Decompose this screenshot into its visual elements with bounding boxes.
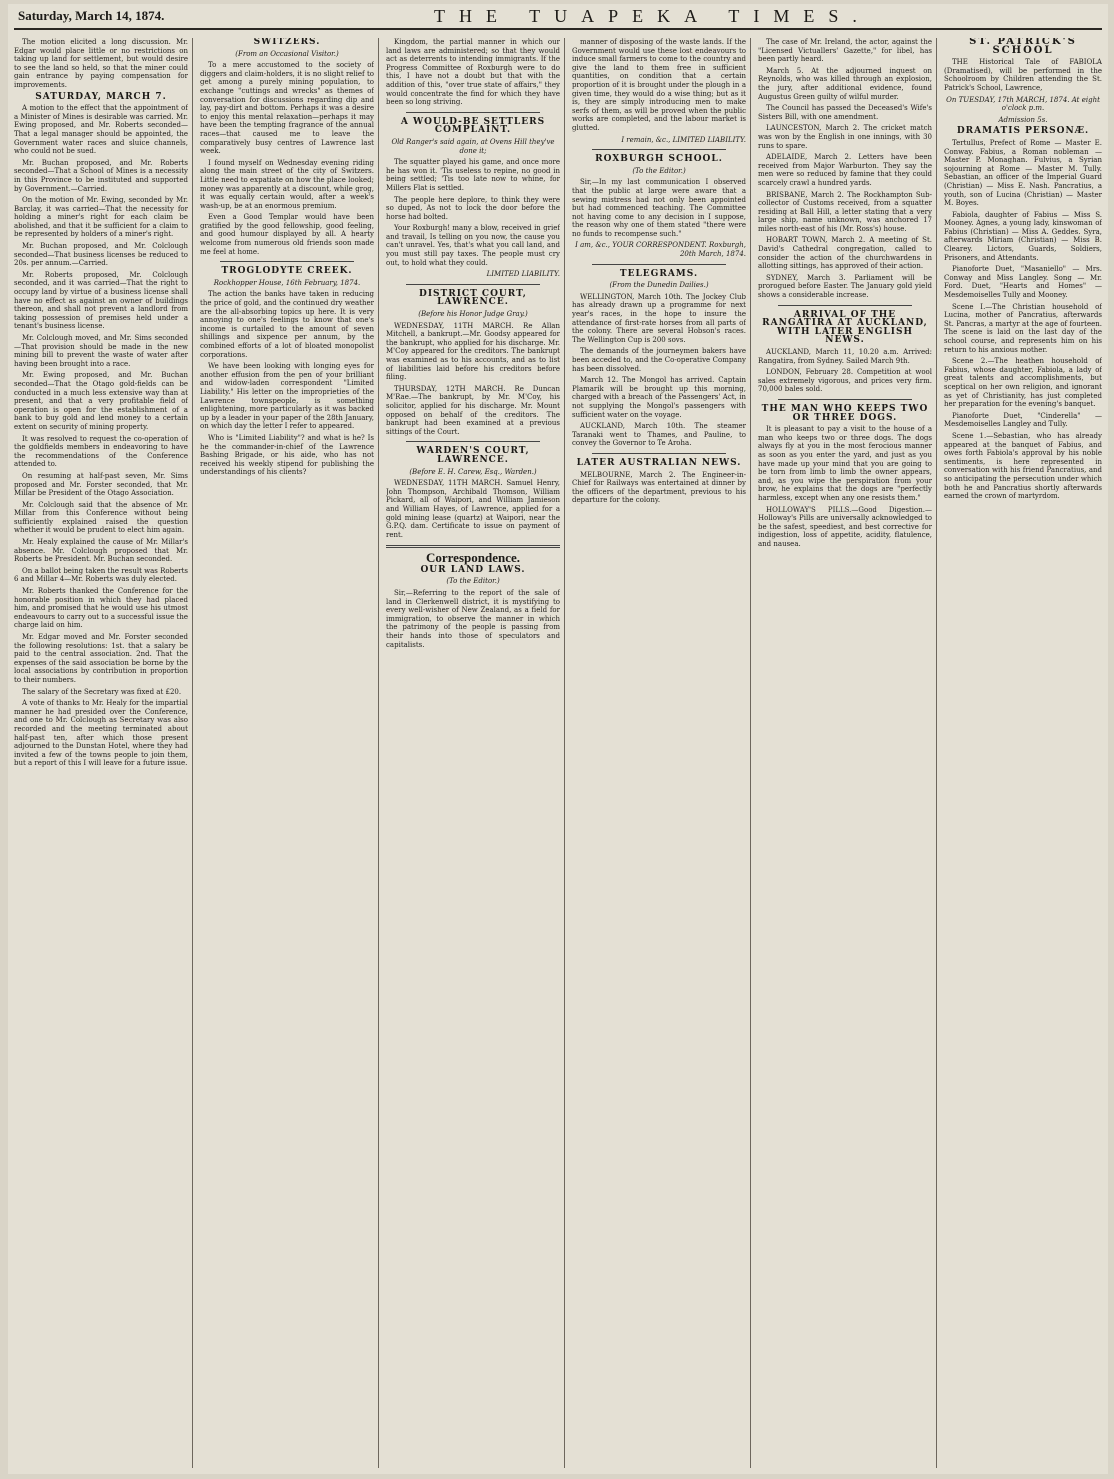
- article-paragraph: On the motion of Mr. Ewing, seconded by Mr. Barclay, it was carried—That the necessity for holding a miner's right for each claim be abolished, and that it be sufficient for a claim to be represented by holders of a miner's right.: [14, 196, 188, 239]
- article-paragraph: Mr. Colclough moved, and Mr. Sims seconded—That provision should be made in the new mining bill to prevent the waste of water after having been brought into a race.: [14, 334, 188, 368]
- cast-list: Tertullus, Prefect of Rome — Master E. Conway. Fabius, a Roman nobleman — Master P. Monaghan. Fulvius, a Syrian sojourning at Rome — Master M. Tully. Sebastian, an officer of the Imperial Guard (Christian) — Miss E. Nash. Pancratius, a youth, son of Lucina (Christian) — Master M. Boyes.: [944, 138, 1102, 208]
- divider: [778, 399, 912, 400]
- article-paragraph: Even a Good Templar would have been gratified by the good fellowship, good feeling, and good humour displayed by all. A hearty welcome from numerous old friends soon made me feel at home.: [200, 213, 374, 256]
- section-heading: LATER AUSTRALIAN NEWS.: [576, 457, 742, 468]
- section-heading: ARRIVAL OF THE RANGATIRA AT AUCKLAND, WITH LATER ENGLISH NEWS.: [762, 309, 928, 346]
- section-subheading: (To the Editor.): [446, 577, 500, 586]
- section-subheading: (Before his Honor Judge Gray.): [418, 310, 528, 319]
- section-heading: TROGLODYTE CREEK.: [221, 266, 353, 277]
- article-paragraph: WELLINGTON, March 10th. The Jockey Club has already drawn up a programme for next year's races, in the hope to insure the attendance of first-rate horses from all parts of the colony. There are several Hobson's races. The Wellington Cup is 200 sovs.: [572, 292, 746, 344]
- advert-admission: Admission 5s.: [998, 115, 1048, 124]
- advert-date: On TUESDAY, 17th MARCH, 1874. At eight o'clock p.m.: [946, 95, 1100, 113]
- section-subheading: (To the Editor.): [632, 166, 686, 175]
- masthead: [14, 6, 1102, 30]
- article-paragraph: BRISBANE, March 2. The Rockhampton Sub-collector of Customs received, from a squatter residing at Ball Hill, a letter stating that a very large ship, name unknown, was anchored 17 miles north-east of his (Mr. Ross's) house.: [758, 190, 932, 233]
- column-2: [200, 38, 374, 1468]
- article-paragraph: The Council has passed the Deceased's Wife's Sisters Bill, with one amendment.: [758, 104, 932, 121]
- advert-paragraph: THE Historical Tale of FABIOLA (Dramatised), will be performed in the Schoolroom by Children attending the St. Patrick's School, Lawrence,: [944, 58, 1102, 92]
- article-paragraph: Mr. Ewing proposed, and Mr. Buchan seconded—That the Otago gold-fields can be conducted in a much less extensive way than at present, and that a very profitable field of operation is open for the establishment of a bank to buy gold and lend money to a certain extent on security of mining property.: [14, 371, 188, 431]
- column-5: [758, 38, 932, 1468]
- article-paragraph: SYDNEY, March 3. Parliament will be prorogued before Easter. The January gold yield shows a considerable increase.: [758, 273, 932, 300]
- article-paragraph: It was resolved to request the co-operation of the goldfields members in endeavoring to have the recommendations of the Conference attended to.: [14, 434, 188, 469]
- article-paragraph: The demands of the journeymen bakers have been acceded to, and the Co-operative Company has been dissolved.: [572, 347, 746, 373]
- article-paragraph: The people here deplore, to think they were so duped, As not to lock the door before the horse had bolted.: [386, 195, 560, 221]
- article-paragraph: WEDNESDAY, 11TH MARCH. Re Allan Mitchell, a bankrupt.—Mr. Goodsy appeared for the bankrupt, who applied for his discharge. Mr. M'Coy appeared for the creditors. The bankrupt was examined as to his accounts, and as to list of liabilities laid before his creditors before filing.: [386, 321, 560, 382]
- column-divider: [192, 38, 193, 1468]
- newspaper-title: THE TUAPEKA TIMES.: [434, 6, 871, 26]
- article-paragraph: A motion to the effect that the appointment of a Minister of Mines is desirable was carried. Mr. Ewing proposed, and Mr. Roberts seconded—That a legal manager should be appointed, the Government water races and sluice channels, who could not be sued.: [14, 104, 188, 156]
- article-paragraph: On resuming at half-past seven, Mr. Sims proposed and Mr. Forster seconded, that Mr. Millar be President of the Otago Association.: [14, 471, 188, 498]
- column-1: [14, 38, 188, 1468]
- article-paragraph: Mr. Colclough said that the absence of Mr. Millar from this Conference without being sufficiently explained raised the question whether it would be prudent to elect him again.: [14, 500, 188, 535]
- article-paragraph: LAUNCESTON, March 2. The cricket match was won by the English in one innings, with 30 runs to spare.: [758, 124, 932, 150]
- column-divider: [936, 38, 937, 1468]
- column-divider: [378, 38, 379, 1468]
- section-heading: DRAMATIS PERSONÆ.: [956, 126, 1090, 137]
- section-heading: WARDEN'S COURT, LAWRENCE.: [416, 446, 530, 465]
- divider: [592, 453, 726, 454]
- article-paragraph: THURSDAY, 12TH MARCH. Re Duncan M'Rae.—The bankrupt, by Mr. M'Coy, his solicitor, applied for his discharge. Mr. Mount opposed on behalf of the creditors. The bankrupt had been examined at a previous sittings of the Court.: [386, 384, 560, 436]
- article-paragraph: Kingdom, the partial manner in which our land laws are administered; so that they would act as deterrents to intending immigrants. If the Progress Committee of Roxburgh were to do this, I have not a doubt but that with the addition of this, "over true state of affairs," they would concentrate the find for which they have been so long striving.: [386, 38, 560, 107]
- column-6: [944, 38, 1102, 1468]
- article-paragraph: March 5. At the adjourned inquest on Reynolds, who was killed through an explosion, the jury, after additional evidence, found Augustus Green guilty of wilful murder.: [758, 66, 932, 101]
- article-paragraph: Sir,—In my last communication I observed that the public at large were aware that a sewing mistress had not only been appointed but had commenced teaching. The Committee not having come to any decision in I suppose, the reason why one of them stated "there were no funds to recompense such.": [572, 178, 746, 238]
- article-paragraph: HOBART TOWN, March 2. A meeting of St. David's Cathedral congregation, called to consider the action of the churchwardens in allotting sittings, has approved of their action.: [758, 236, 932, 271]
- column-divider: [750, 38, 751, 1468]
- article-paragraph: The case of Mr. Ireland, the actor, against the "Licensed Victuallers' Gazette," for libel, has been partly heard.: [758, 38, 932, 64]
- article-paragraph: To a mere accustomed to the society of diggers and claim-holders, it is no slight relief to get among a purely mining population, to exchange "cuttings and wrecks" as themes of conversation for discussions regarding dip and lay, pay-dirt and bottom. Perhaps it was a desire to enjoy this mental relaxation—perhaps it may have been the tempting fragrance of the annual races—that caused me to leave the comparatively busy centres of Lawrence last week.: [200, 61, 374, 156]
- article-paragraph: The squatter played his game, and once more he has won it. 'Tis useless to repine, no good in being settled; 'Tis too late now to whine, for Millers Flat is settled.: [386, 158, 560, 192]
- article-paragraph: Your Roxburgh! many a blow, received in grief and travail, Is telling on you now, the cause you can't unravel. Yes, that's what you call land, and you must still pay taxes. The people must cry out, to hold what they could.: [386, 224, 560, 267]
- section-heading: SWITZERS.: [253, 38, 321, 47]
- scene-description: Scene 2.—The heathen household of Fabius, whose daughter, Fabiola, a lady of great talents and accomplishments, but sceptical on her own religion, and ignorant as yet of Christianity, has just completed her preparation for the evening's banquet.: [944, 357, 1102, 409]
- article-paragraph: WEDNESDAY, 11TH MARCH. Samuel Henry, John Thompson, Archibald Thomson, William Pickard, all of Waipori, and William Jamieson and William Hayes, of Lawrence, applied for a gold mining lease (quartz) at Waipori, near the G.P.Q. dam. Certificate to issue on payment of rent.: [386, 479, 560, 539]
- article-paragraph: We have been looking with longing eyes for another effusion from the pen of your brilliant and widow-laden correspondent "Limited Liability." His letter on the improprieties of the Lawrence townspeople, is something enlightening, more particularly as it was backed up by a leader in your paper of the 28th January, on which day the letter I refer to appeared.: [200, 362, 374, 431]
- signature: I am, &c., YOUR CORRESPONDENT. Roxburgh, 20th March, 1874.: [575, 241, 746, 259]
- article-paragraph: Mr. Healy explained the cause of Mr. Millar's absence. Mr. Colclough proposed that Mr. Roberts be President. Mr. Buchan seconded.: [14, 538, 188, 564]
- scene-description: Scene 1.—Sebastian, who has already appeared at the banquet of Fabius, and owes forth Fabiola's approval by his noble sentiments, is here represented in conversation with his friend Pancratius, and so anticipating the persecution under which both he and Pancratius shortly afterwards earned the crown of martyrdom.: [944, 431, 1102, 501]
- section-heading: THE MAN WHO KEEPS TWO OR THREE DOGS.: [761, 403, 929, 423]
- programme-item: Pianoforte Duet, "Masaniello" — Mrs. Conway and Miss Langley. Song — Mr. Ford. Duet, "Hearts and Homes" — Mesdemoiselles Tully and Mooney.: [944, 265, 1102, 300]
- cast-list: Fabiola, daughter of Fabius — Miss S. Mooney. Agnes, a young lady, kinswoman of Fabius (Christian) — Miss A. Geddes. Syra, afterwards Miriam (Christian) — Miss B. Clearey. Lictors, Guards, Soldiers, Prisoners, and Attendants.: [944, 210, 1102, 262]
- article-paragraph: The salary of the Secretary was fixed at £20.: [22, 687, 182, 696]
- double-divider: [386, 545, 560, 548]
- article-paragraph: Mr. Buchan proposed, and Mr. Colclough seconded—That business licenses be reduced to 20s. per annum.—Carried.: [14, 242, 188, 268]
- section-banner: Correspondence.: [425, 550, 520, 566]
- divider: [778, 305, 912, 306]
- advert-heading: ST. PATRICK'S SCHOOL: [969, 38, 1077, 56]
- article-paragraph: AUCKLAND, March 11, 10.20 a.m. Arrived: Rangatira, from Sydney. Sailed March 9th.: [758, 348, 932, 365]
- section-subheading: (From an Occasional Visitor.): [235, 49, 339, 58]
- section-subheading: (Before E. H. Carew, Esq., Warden.): [409, 467, 537, 476]
- divider: [406, 441, 540, 442]
- article-paragraph: HOLLOWAY'S PILLS.—Good Digestion.—Holloway's Pills are universally acknowledged to be the safest, speediest, and best corrective for indigestion, loss of appetite, acidity, flatulence, and nausea.: [758, 505, 932, 548]
- signature: LIMITED LIABILITY.: [486, 270, 560, 279]
- section-subheading: Rockhopper House, 16th February, 1874.: [213, 278, 361, 287]
- column-4: [572, 38, 746, 1468]
- signature: I remain, &c., LIMITED LIABILITY.: [621, 135, 746, 144]
- article-paragraph: The motion elicited a long discussion. Mr. Edgar would place little or no restrictions on taking up land for settlement, but would desire to see the land so held, so that the miner could gain entrance by paying compensation for improvements.: [14, 38, 188, 89]
- article-paragraph: Sir,—Referring to the report of the sale of land in Clerkenwell district, it is mystifying to every well-wisher of New Zealand, as a field for immigration, to observe the manner in which the patrimony of the people is passing from their hands into those of speculators and capitalists.: [386, 589, 560, 649]
- section-subheading: Old Ranger's said again, at Ovens Hill they've done it;: [391, 137, 555, 155]
- article-paragraph: AUCKLAND, March 10th. The steamer Taranaki went to Thames, and Pauline, to convey the Governor to Te Aroha.: [572, 422, 746, 448]
- article-paragraph: Mr. Edgar moved and Mr. Forster seconded the following resolutions: 1st. that a salary be paid to the central association. 2nd. That the expenses of the said association be borne by the local associations by contribution in proportion to their numbers.: [14, 633, 188, 684]
- section-heading: ROXBURGH SCHOOL.: [595, 154, 723, 165]
- section-heading: TELEGRAMS.: [619, 268, 699, 279]
- divider: [406, 112, 540, 113]
- section-subheading: (From the Dunedin Dailies.): [609, 281, 709, 290]
- article-paragraph: March 12. The Mongol has arrived. Captain Plamarik will be brought up this morning, charged with a breach of the Passengers' Act, in not supplying the Mongol's passengers with sufficient water on the voyage.: [572, 376, 746, 419]
- scene-description: Scene I.—The Christian household of Lucina, mother of Pancratius, afterwards St. Pancras, a martyr at the age of fourteen. The scene is laid on the last day of the school course, and represents him on his return to his anxious mother.: [944, 302, 1102, 354]
- article-paragraph: Mr. Buchan proposed, and Mr. Roberts seconded—That a School of Mines is a necessity in this Province to be instituted and supported by Government.—Carried.: [14, 158, 188, 193]
- section-heading: OUR LAND LAWS.: [420, 564, 526, 575]
- section-heading: DISTRICT COURT, LAWRENCE.: [419, 288, 527, 308]
- article-paragraph: ADELAIDE, March 2. Letters have been received from Major Warburton. They say the men were so reduced by famine that they could scarcely crawl a hundred yards.: [758, 153, 932, 187]
- article-paragraph: A vote of thanks to Mr. Healy for the impartial manner he had presided over the Conference, and one to Mr. Colclough as Secretary was also recorded and the meeting terminated about half-past ten, after which those present adjourned to the Dunstan Hotel, where they had invited a few of the towns people to join them, but a report of this I will leave for a future issue.: [14, 699, 188, 768]
- section-heading: SATURDAY, MARCH 7.: [35, 91, 167, 102]
- column-3: [386, 38, 560, 1468]
- article-paragraph: MELBOURNE, March 2. The Engineer-in-Chief for Railways was entertained at dinner by the officers of the department, previous to his departure for the colony.: [572, 470, 746, 505]
- newspaper-page: [8, 4, 1108, 1474]
- article-paragraph: LONDON, February 28. Competition at wool sales extremely vigorous, and prices very firm. 70,000 bales sold.: [758, 368, 932, 394]
- programme-item: Pianoforte Duet, "Cinderella" — Mesdemoiselles Langley and Tully.: [944, 411, 1102, 429]
- article-paragraph: It is pleasant to pay a visit to the house of a man who keeps two or three dogs. The dogs always fly at you in the most ferocious manner as soon as you enter the yard, and just as you have made up your mind that you are going to be torn from limb to limb the owner appears, and, as you wipe the perspiration from your brow, he explains that the dogs are "perfectly harmless, except when any one resists them.": [758, 425, 932, 502]
- column-divider: [564, 38, 565, 1468]
- article-paragraph: manner of disposing of the waste lands. If the Government would use these lost endeavours to induce small farmers to come to the country and give the land to them free in sufficient quantities, on condition that a certain proportion of it is brought under the plough in a given time, they would do a wise thing; but as it is, they are simply introducing men to make serfs of them, as will be proved when the public works are completed, and the labour market is glutted.: [572, 38, 746, 132]
- issue-date: Saturday, March 14, 1874.: [18, 8, 165, 23]
- section-heading: A WOULD-BE SETTLERS COMPLAINT.: [400, 116, 546, 136]
- article-paragraph: Who is "Limited Liability"? and what is he? Is he the commander-in-chief of the Lawrence Bashing Brigade, or his aide, who has not received his weekly stipend for publishing the understandings of his clients?: [200, 433, 374, 477]
- divider: [592, 149, 726, 150]
- divider: [220, 261, 354, 262]
- divider: [592, 264, 726, 265]
- article-paragraph: On a ballot being taken the result was Roberts 6 and Millar 4—Mr. Roberts was duly elected.: [14, 566, 188, 584]
- divider: [406, 284, 540, 285]
- article-paragraph: I found myself on Wednesday evening riding along the main street of the city of Switzers. Little need to expatiate on how the place looked; money was apparently at a discount, while grog, it was equally certain would, after a week's wash-up, be at an enormous premium.: [200, 158, 374, 210]
- article-paragraph: Mr. Roberts proposed, Mr. Colclough seconded, and it was carried—That the right to occupy land by virtue of a business license shall have no effect as against an owner of buildings thereon, and shall not prevent a landlord from taking possession of premises held under a tenant's business license.: [14, 270, 188, 331]
- article-paragraph: The action the banks have taken in reducing the price of gold, and the continued dry weather are the all-absorbing topics up here. It is very annoying to one's feelings to know that one's income is curtailed to the amount of seven shillings and sixpence per annum, by the combined efforts of a lot of bloated monopolist corporations.: [200, 290, 374, 359]
- article-paragraph: Mr. Roberts thanked the Conference for the honorable position in which they had placed him, and promised that he would use his utmost endeavours to carry out to a successful issue the charge laid on him.: [14, 587, 188, 630]
